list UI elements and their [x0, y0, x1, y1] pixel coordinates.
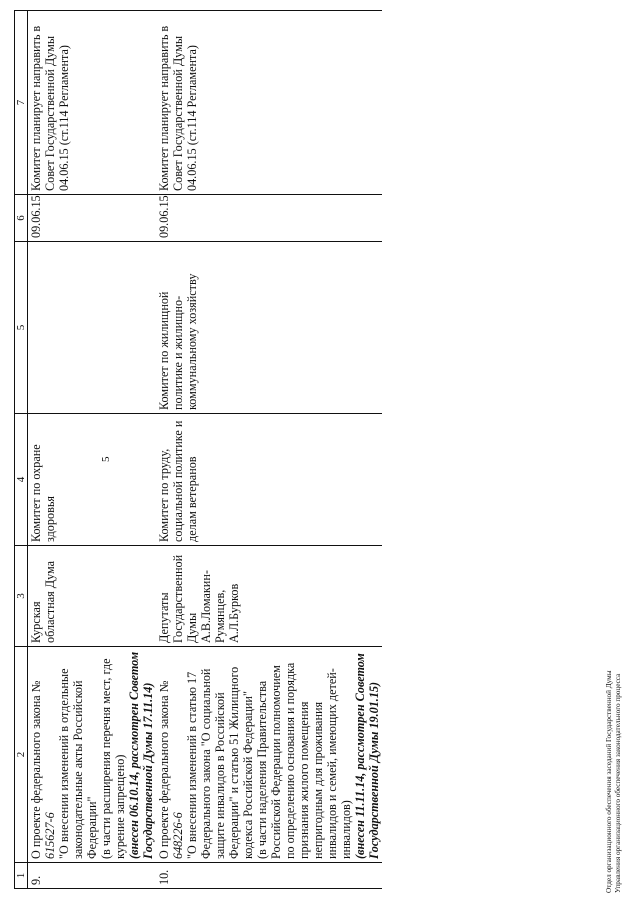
column-header: 3: [15, 546, 28, 647]
column-header: 4: [15, 414, 28, 546]
co-committee-cell: [28, 242, 157, 414]
page-number: 5: [100, 456, 112, 462]
row-number: 10.: [156, 863, 382, 889]
action-cell: Комитет планирует направить в Совет Государственной Думы 04.06.15 (ст.114 Регламента): [156, 11, 382, 195]
bill-cell: [156, 647, 382, 863]
committee-cell: Комитет по охране здоровья: [28, 414, 157, 546]
bill-note: (в части наделения Правительства Российской Федерации полномочием по определению основания и порядка признания жилого помещения непригодным для проживания инвалидов и семей, имеющих детей-инвалидов): [255, 662, 353, 859]
table-row: [28, 11, 157, 889]
column-header: 7: [15, 11, 28, 195]
footer-line: Отдел организационного обеспечения заседаний Государственной Думы: [605, 670, 613, 893]
bill-note: (в части расширения перечня мест, где курение запрещено): [99, 658, 127, 859]
footer-line: Управления организационного обеспечения законодательного процесса: [613, 673, 622, 893]
bill-number: 648226-6: [171, 812, 185, 859]
bill-cell: [28, 647, 157, 863]
column-header: 6: [15, 195, 28, 242]
row-number: 9.: [28, 863, 157, 889]
co-committee-cell: Комитет по жилищной политике и жилищно-коммунальному хозяйству: [156, 242, 382, 414]
committee-cell: Комитет по труду, социальной политике и делам ветеранов: [156, 414, 382, 546]
column-header: 5: [15, 242, 28, 414]
column-header: 1: [15, 863, 28, 889]
table-row: [156, 11, 382, 889]
bill-prefix: О проекте федерального закона №: [157, 680, 171, 859]
bill-title: "О внесении изменений в статью 17 Федерального закона "О социальной защите инвалидов в Российской Федерации" и статью 51 Жилищного кодекса Российской Федерации": [185, 666, 255, 859]
initiator-cell: Депутаты Государственной Думы А.В.Ломакин-Румянцев, А.Л.Бурков: [156, 546, 382, 647]
bills-table: [14, 10, 382, 889]
bill-title: "О внесении изменений в отдельные законодательные акты Российской Федерации": [57, 668, 99, 859]
bill-number: 615627-6: [43, 812, 57, 859]
bill-status: (внесен 06.10.14, рассмотрен Советом Государственной Думы 17.11.14): [127, 651, 155, 859]
bill-status: (внесен 11.11.14, рассмотрен Советом Государственной Думы 19.01.15): [353, 653, 381, 859]
footer: [605, 670, 622, 893]
initiator-cell: Курская областная Дума: [28, 546, 157, 647]
bill-prefix: О проекте федерального закона №: [29, 680, 43, 859]
action-cell: Комитет планирует направить в Совет Государственной Думы 04.06.15 (ст.114 Регламента): [28, 11, 157, 195]
header-row: [15, 11, 28, 889]
column-header: 2: [15, 647, 28, 863]
date-cell: 09.06.15: [28, 195, 157, 242]
date-cell: 09.06.15: [156, 195, 382, 242]
